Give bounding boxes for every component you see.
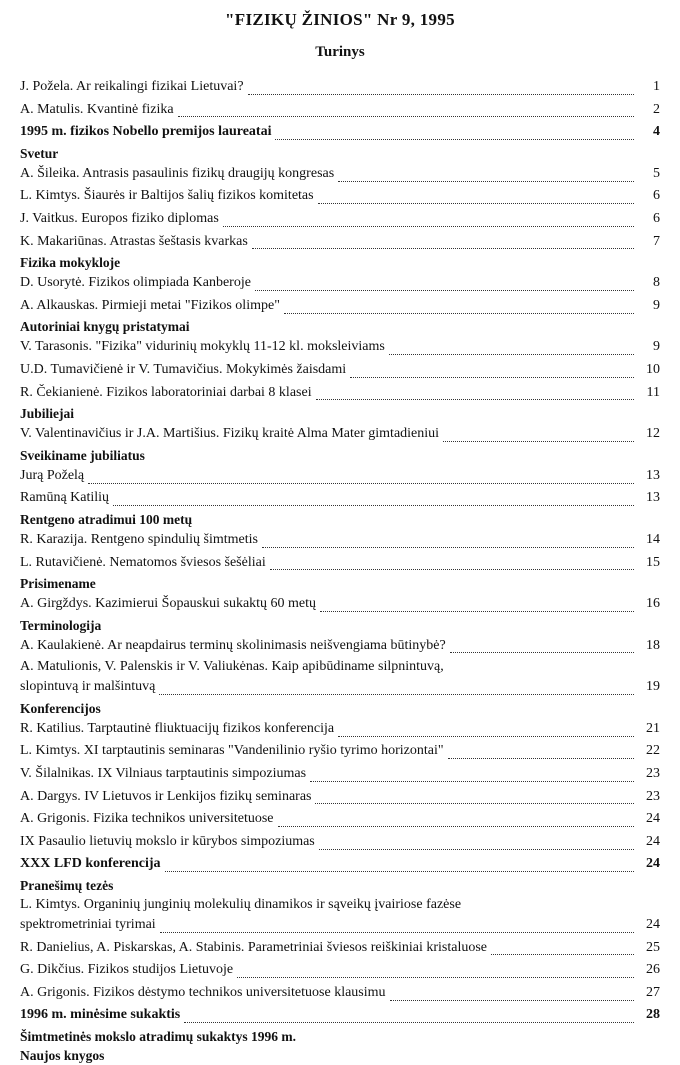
dot-leader	[491, 944, 634, 955]
dot-leader	[278, 816, 634, 827]
toc-entry	[20, 982, 660, 1005]
toc-page-number: 14	[646, 531, 660, 547]
toc-entry-title: G. Dikčius. Fizikos studijos Lietuvoje	[20, 962, 234, 978]
dot-leader	[248, 84, 634, 95]
toc-page-number: 28	[646, 1007, 660, 1023]
dot-leader	[275, 129, 634, 140]
toc-entry	[20, 423, 660, 446]
toc-entry	[20, 121, 660, 144]
toc-entry-title: V. Tarasonis. "Fizika" vidurinių mokyklų 11-12 kl. moksleiviams	[20, 339, 385, 355]
toc-entry-title: A. Dargys. IV Lietuvos ir Lenkijos fizikų seminaras	[20, 788, 312, 804]
toc-page-number: 21	[646, 720, 660, 736]
toc-entry	[20, 853, 660, 876]
toc-entry-title: V. Šilalnikas. IX Vilniaus tarptautinis simpoziumas	[20, 766, 307, 782]
toc-page-number: 19	[646, 679, 660, 695]
toc-entry	[20, 676, 660, 699]
dot-leader	[165, 861, 634, 872]
toc-section-heading: Autoriniai knygų pristatymai	[20, 319, 190, 335]
toc-page-number: 8	[653, 275, 660, 291]
toc-page-number: 11	[646, 384, 660, 400]
toc-entry-title: 1996 m. minėsime sukaktis	[20, 1007, 181, 1023]
dot-leader	[338, 171, 634, 182]
toc-entry-line: L. Kimtys. Organinių junginių molekulių dinamikos ir sąveikų įvairiose fazėse	[20, 897, 462, 913]
toc-section-heading: Sveikiname jubiliatus	[20, 447, 145, 463]
toc-page-number: 27	[646, 984, 660, 1000]
toc-entry-title: A. Šileika. Antrasis pasaulinis fizikų draugijų kongresas	[20, 165, 335, 181]
toc-entry-title: L. Kimtys. XI tarptautinis seminaras "Vandenilinio ryšio tyrimo horizontai"	[20, 743, 444, 759]
dot-leader	[316, 389, 634, 400]
toc-page-number: 6	[653, 210, 660, 226]
toc-page-number: 12	[646, 426, 660, 442]
toc-entry-title: R. Karazija. Rentgeno spindulių šimtmetis	[20, 531, 258, 547]
dot-leader	[255, 280, 634, 291]
toc-page-number: 10	[646, 361, 660, 377]
dot-leader	[389, 344, 634, 355]
toc-page-number: 4	[653, 124, 660, 140]
toc-section-heading: Pranešimų tezės	[20, 878, 114, 894]
dot-leader	[270, 559, 634, 570]
toc-entry	[20, 465, 660, 488]
dot-leader	[448, 748, 634, 759]
toc-page-number: 13	[646, 467, 660, 483]
toc-entry	[20, 959, 660, 982]
toc-page-number: 22	[646, 743, 660, 759]
toc-page-number: 24	[646, 917, 660, 933]
toc-entry	[20, 831, 660, 854]
dot-leader	[390, 990, 634, 1001]
page-title: "FIZIKŲ ŽINIOS" Nr 9, 1995	[225, 10, 455, 29]
toc-section-heading: Terminologija	[20, 617, 102, 633]
toc-section-heading: Svetur	[20, 145, 59, 161]
toc-page-number: 24	[646, 833, 660, 849]
toc-entry	[20, 593, 660, 616]
dot-leader	[319, 839, 634, 850]
toc-entry	[20, 808, 660, 831]
dot-leader	[315, 793, 634, 804]
toc-entry-title: A. Grigonis. Fizika technikos universitetuose	[20, 811, 274, 827]
toc-entry-title: Jurą Poželą	[20, 467, 85, 483]
toc-entry-title: XXX LFD konferencija	[20, 856, 161, 872]
dot-leader	[443, 431, 634, 442]
dot-leader	[320, 601, 634, 612]
toc-page-number: 7	[653, 233, 660, 249]
toc-entry	[20, 718, 660, 741]
toc-page-number: 24	[646, 856, 660, 872]
toc-entry-title: V. Valentinavičius ir J.A. Martišius. Fizikų kraitė Alma Mater gimtadieniui	[20, 426, 440, 442]
toc-entry	[20, 336, 660, 359]
toc-page-number: 9	[653, 339, 660, 355]
toc-entry	[20, 295, 660, 318]
dot-leader	[262, 537, 634, 548]
dot-leader	[237, 967, 634, 978]
toc-entry-title: 1995 m. fizikos Nobello premijos laureatai	[20, 124, 272, 140]
toc-section-heading: Rentgeno atradimui 100 metų	[20, 511, 193, 527]
dot-leader	[113, 495, 634, 506]
toc-section-heading: Fizika mokykloje	[20, 255, 121, 271]
dot-leader	[159, 684, 634, 695]
dot-leader	[223, 216, 634, 227]
dot-leader	[184, 1012, 634, 1023]
dot-leader	[178, 106, 634, 117]
dot-leader	[450, 642, 634, 653]
toc-page-number: 1	[653, 79, 660, 94]
toc-entry-title: L. Kimtys. Šiaurės ir Baltijos šalių fizikos komitetas	[20, 188, 314, 204]
toc-entry	[20, 382, 660, 405]
toc-entry-title: slopintuvą ir malšintuvą	[20, 679, 156, 695]
dot-leader	[318, 193, 634, 204]
toc-entry-title: R. Danielius, A. Piskarskas, A. Stabinis. Parametriniai šviesos reiškiniai kristaluose	[20, 939, 488, 955]
toc-page-number: 18	[646, 637, 660, 653]
toc-page-number: 23	[646, 766, 660, 782]
toc-entry-line: A. Matulionis, V. Palenskis ir V. Valiukėnas. Kaip apibūdiname silpnintuvą,	[20, 659, 444, 675]
toc-entry	[20, 185, 660, 208]
toc-entry-title: R. Čekianienė. Fizikos laboratoriniai darbai 8 klasei	[20, 384, 312, 400]
table-of-contents	[20, 76, 660, 1065]
toc-section-heading: Konferencijos	[20, 700, 101, 716]
toc-entry-title: spektrometriniai tyrimai	[20, 917, 156, 933]
toc-page-number: 9	[653, 297, 660, 313]
dot-leader	[160, 922, 634, 933]
toc-entry	[20, 740, 660, 763]
toc-entry-title: K. Makariūnas. Atrastas šeštasis kvarkas	[20, 233, 248, 249]
toc-entry-title: A. Matulis. Kvantinė fizika	[20, 101, 174, 117]
toc-page-number: 13	[646, 490, 660, 506]
toc-page-number: 2	[653, 101, 660, 117]
toc-page-number: 26	[646, 962, 660, 978]
toc-entry-title: U.D. Tumavičienė ir V. Tumavičius. Mokykimės žaisdami	[20, 361, 347, 377]
toc-entry-title: L. Rutavičienė. Nematomos šviesos šešėliai	[20, 554, 266, 570]
toc-entry-title: Ramūną Katilių	[20, 490, 110, 506]
toc-page-number: 6	[653, 188, 660, 204]
toc-entry	[20, 635, 660, 658]
toc-entry	[20, 76, 660, 99]
toc-page-number: 15	[646, 554, 660, 570]
toc-entry	[20, 786, 660, 809]
toc-entry-title: A. Kaulakienė. Ar neapdairus terminų skolinimasis neišvengiama būtinybė?	[20, 637, 446, 653]
toc-entry	[20, 487, 660, 510]
toc-page-number: 23	[646, 788, 660, 804]
toc-entry	[20, 163, 660, 186]
toc-section-heading: Naujos knygos	[20, 1048, 105, 1063]
toc-entry	[20, 231, 660, 254]
toc-entry-title: R. Katilius. Tarptautinė fliuktuacijų fizikos konferencija	[20, 720, 335, 736]
toc-page-number: 5	[653, 165, 660, 181]
toc-page-number: 16	[646, 596, 660, 612]
toc-page-number: 24	[646, 811, 660, 827]
toc-entry	[20, 914, 660, 937]
toc-entry	[20, 529, 660, 552]
dot-leader	[310, 771, 634, 782]
toc-entry	[20, 272, 660, 295]
toc-entry	[20, 208, 660, 231]
toc-section-heading: Šimtmetinės mokslo atradimų sukaktys 1996 m.	[20, 1029, 297, 1044]
toc-entry-title: A. Alkauskas. Pirmieji metai "Fizikos olimpe"	[20, 297, 280, 313]
toc-entry	[20, 99, 660, 122]
dot-leader	[338, 726, 634, 737]
contents-heading: Turinys	[315, 44, 365, 60]
toc-entry	[20, 552, 660, 575]
toc-entry-title: IX Pasaulio lietuvių mokslo ir kūrybos simpoziumas	[20, 833, 315, 849]
dot-leader	[284, 303, 634, 314]
dot-leader	[350, 367, 634, 378]
toc-entry	[20, 1004, 660, 1027]
toc-entry-title: A. Grigonis. Fizikos dėstymo technikos universitetuose klausimu	[20, 984, 386, 1000]
toc-page-number: 25	[646, 939, 660, 955]
toc-section-heading: Prisimename	[20, 576, 96, 592]
toc-entry	[20, 763, 660, 786]
toc-entry-title: J. Požela. Ar reikalingi fizikai Lietuvai?	[20, 79, 244, 94]
dot-leader	[88, 473, 634, 484]
toc-entry	[20, 937, 660, 960]
toc-entry-title: D. Usorytė. Fizikos olimpiada Kanberoje	[20, 275, 251, 291]
dot-leader	[252, 238, 634, 249]
toc-entry-title: J. Vaitkus. Europos fiziko diplomas	[20, 210, 219, 226]
toc-entry-title: A. Girgždys. Kazimierui Šopauskui sukaktų 60 metų	[20, 596, 317, 612]
toc-entry	[20, 359, 660, 382]
toc-section-heading: Jubiliejai	[20, 406, 75, 422]
